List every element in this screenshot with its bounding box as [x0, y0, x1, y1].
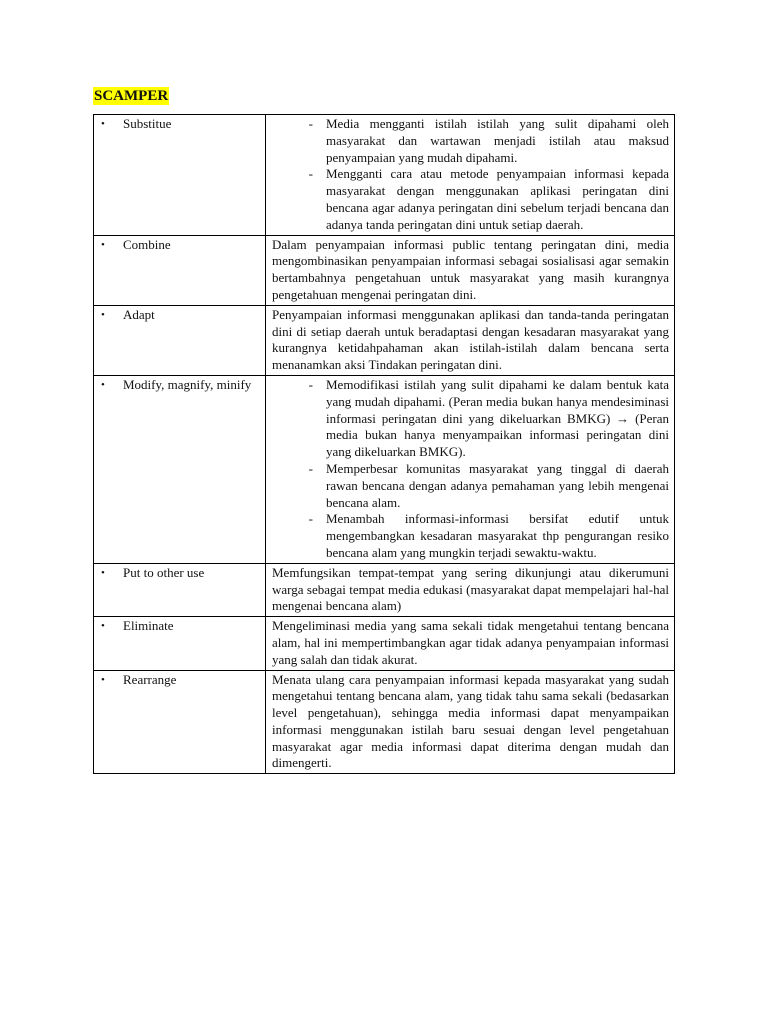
description-cell [266, 235, 675, 305]
list-item [272, 511, 669, 561]
table-row [94, 617, 675, 670]
list-item-text: Menambah informasi-informasi bersifat edutif untuk mengembangkan kesadaran masyarakat thp pengurangan resiko bencana alam yang mungkin terjadi sewaktu-waktu. [326, 511, 669, 560]
list-item [272, 166, 669, 233]
description-text: Memfungsikan tempat-tempat yang sering dikunjungi atau dikerumuni warga sebagai tempat media edukasi (masyarakat dapat mempelajari hal-hal mengenai bencana alam) [272, 564, 669, 614]
description-cell [266, 305, 675, 375]
list-item-text: Mengganti cara atau metode penyampaian informasi kepada masyarakat dengan menggunakan aplikasi peringatan dini bencana agar adanya peringatan dini sebelum terjadi bencana dan adanya tanda peringatan dini untuk setiap daerah. [326, 166, 669, 232]
list-item-text: Memperbesar komunitas masyarakat yang tinggal di daerah rawan bencana dengan adanya pemahaman yang lebih mengenai bencana alam. [326, 460, 669, 510]
technique-label-line [100, 565, 260, 582]
document-title: SCAMPER [94, 88, 169, 104]
description-cell [266, 617, 675, 670]
dash-marker: - [308, 460, 313, 476]
description-list [272, 377, 669, 562]
technique-label-line [100, 307, 260, 324]
list-item [272, 461, 669, 511]
dash-marker: - [308, 511, 313, 527]
list-item-text: Memodifikasi istilah yang sulit dipahami ke dalam bentuk kata yang mudah dipahami. (Peran media bukan hanya mendesiminasi informasi peringatan dini yang dikeluarkan BMKG) → (Peran media bukan hanya menyampaikan informasi peringatan dini yang dikeluarkan BMKG). [326, 376, 669, 460]
technique-cell [94, 670, 266, 774]
technique-label: Put to other use [123, 564, 205, 580]
bullet-icon: • [101, 620, 105, 633]
technique-label: Modify, magnify, minify [123, 376, 252, 392]
technique-cell [94, 617, 266, 670]
technique-label-line [100, 618, 260, 635]
list-item-text: Media mengganti istilah istilah yang sulit dipahami oleh masyarakat dan wartawan menjadi istilah atau maksud penyampaian yang mudah dipahami. [326, 116, 669, 165]
description-cell [266, 115, 675, 236]
description-text: Menata ulang cara penyampaian informasi kepada masyarakat yang sudah mengetahui tentang bencana alam, yang tidak tahu sama sekali (bedasarkan level pengetahuan), sehingga media informasi dapat menyampaikan informasi menggunakan istilah baru sesuai dengan level pengetahuan masyarakat agar media informasi dapat diterima dengan mudah dan dimengerti. [272, 671, 669, 771]
technique-label: Combine [123, 236, 171, 252]
scamper-table [93, 114, 675, 774]
description-text: Penyampaian informasi menggunakan aplikasi dan tanda-tanda peringatan dini di setiap daerah untuk beradaptasi dengan kesadaran masyarakat yang kurangnya ketidahpahaman akan istilah-istilah dalam bencana serta menanamkan aksi Tindakan peringatan dini. [272, 306, 669, 373]
technique-cell [94, 235, 266, 305]
description-text: Mengeliminasi media yang sama sekali tidak mengetahui tentang bencana alam, hal ini mempertimbangkan agar tidak adanya penyampaian informasi yang salah dan tidak akurat. [272, 618, 669, 667]
dash-marker: - [308, 116, 313, 131]
technique-label: Substitue [123, 116, 172, 131]
description-cell [266, 670, 675, 774]
dash-marker: - [308, 376, 313, 392]
technique-cell [94, 563, 266, 616]
table-row [94, 375, 675, 563]
bullet-icon: • [101, 238, 105, 251]
technique-cell [94, 305, 266, 375]
technique-label-line [100, 672, 260, 689]
technique-label: Adapt [123, 306, 155, 322]
bullet-icon: • [101, 566, 105, 579]
table-row [94, 115, 675, 236]
description-cell [266, 375, 675, 563]
table-row [94, 670, 675, 774]
bullet-icon: • [101, 378, 105, 391]
description-text: Dalam penyampaian informasi public tentang peringatan dini, media mengombinasikan penyampaian informasi sebagai sosialisasi agar semakin bertambahnya pengetahuan untuk masyarakat yang masih kurangnya pengetahuan mengenai peringatan dini. [272, 236, 669, 302]
description-cell [266, 563, 675, 616]
table-row [94, 563, 675, 616]
scamper-table-body [94, 115, 675, 774]
bullet-icon: • [101, 673, 105, 686]
technique-label-line [100, 377, 260, 394]
technique-label-line [100, 237, 260, 254]
technique-label: Rearrange [123, 671, 177, 687]
bullet-icon: • [101, 308, 105, 321]
technique-label-line [100, 116, 260, 133]
technique-cell [94, 115, 266, 236]
dash-marker: - [308, 166, 313, 182]
table-row [94, 305, 675, 375]
list-item [272, 116, 669, 166]
technique-cell [94, 375, 266, 563]
list-item [272, 377, 669, 461]
technique-label: Eliminate [123, 618, 174, 634]
table-row [94, 235, 675, 305]
description-list [272, 116, 669, 234]
bullet-icon: • [101, 118, 105, 130]
